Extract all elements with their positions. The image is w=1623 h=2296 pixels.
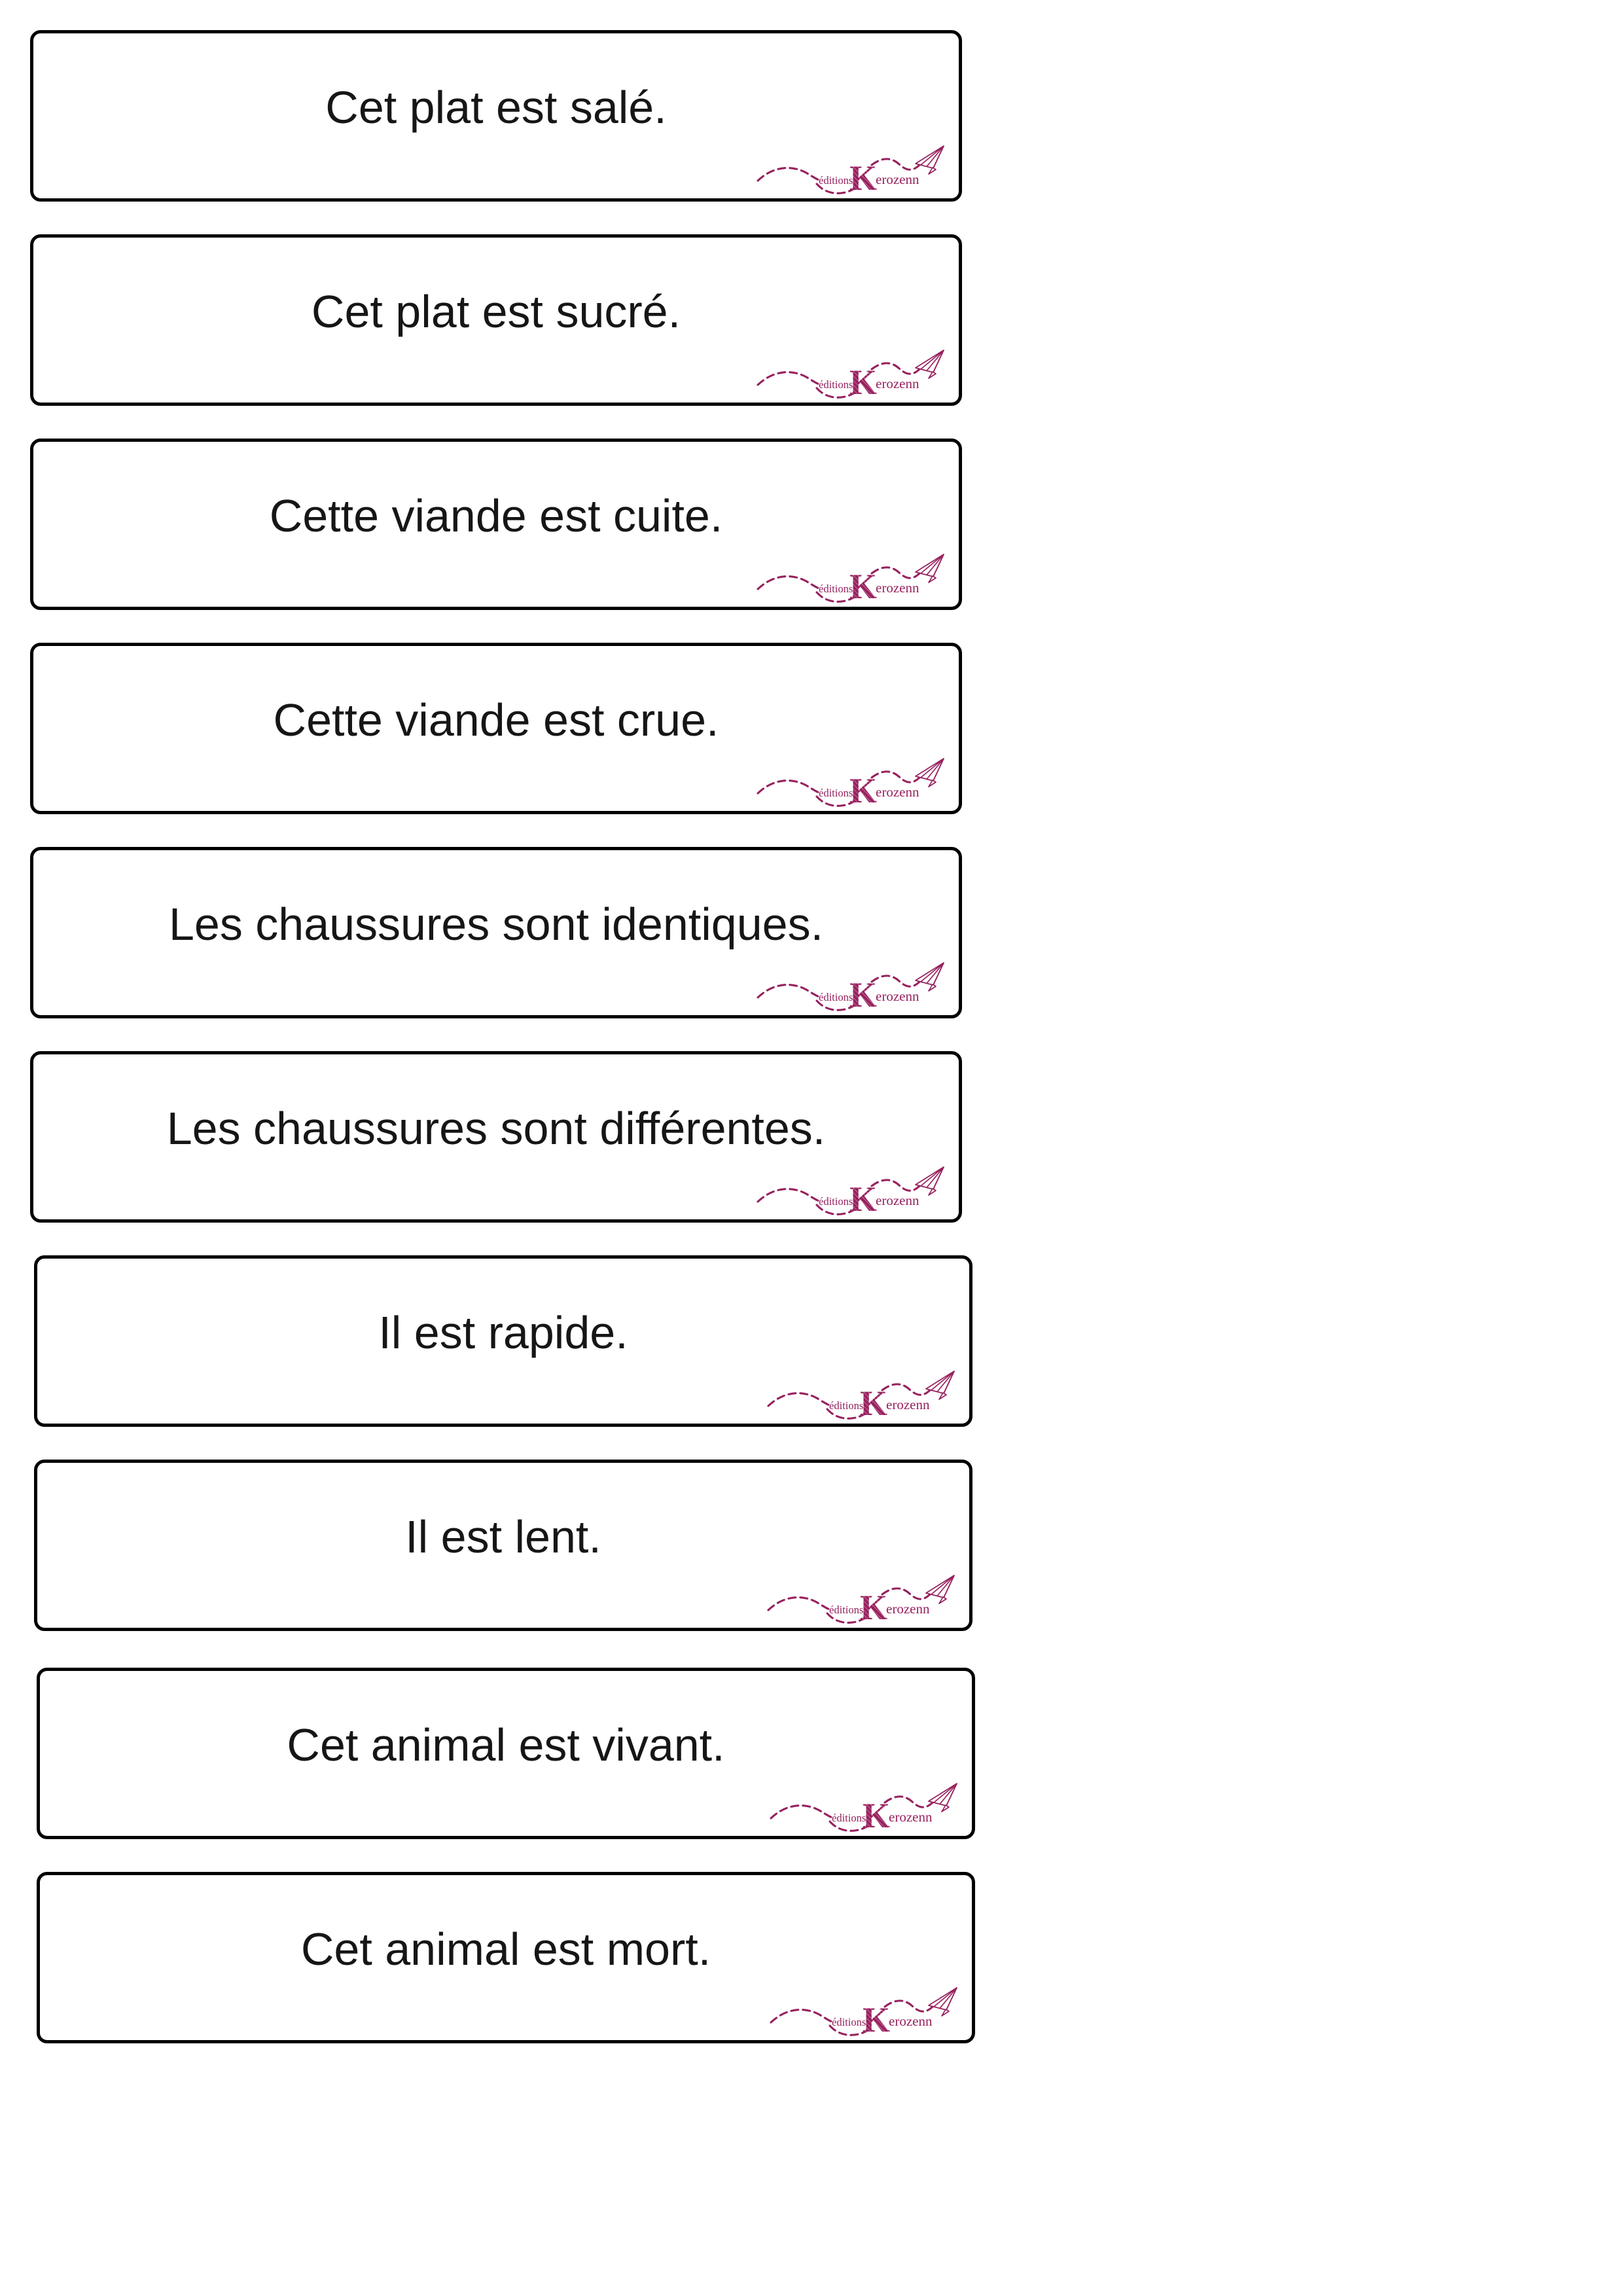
logo-suffix: erozenn [876, 580, 919, 596]
logo-suffix: erozenn [886, 1601, 930, 1617]
editions-kerozenn-logo [755, 143, 946, 196]
editions-kerozenn-logo [755, 960, 946, 1013]
logo-letter-k: K [863, 2000, 891, 2039]
card-sentence: Cet animal est vivant. [287, 1719, 725, 1770]
card-sentence: Cette viande est crue. [273, 694, 719, 745]
flashcard [30, 439, 962, 610]
paper-plane-icon [929, 1784, 957, 1812]
dashed-flightpath-left [758, 985, 821, 997]
dashed-flightpath-left [758, 372, 821, 385]
flashcard [37, 1668, 975, 1839]
editions-kerozenn-logo [765, 1573, 956, 1625]
flashcard [30, 234, 962, 406]
paper-plane-icon [926, 1575, 954, 1604]
logo-suffix: erozenn [876, 784, 919, 800]
card-sentence: Cette viande est cuite. [269, 490, 723, 541]
logo-suffix: erozenn [886, 1397, 930, 1412]
paper-plane-icon [926, 1371, 954, 1399]
editions-kerozenn-logo [765, 1369, 956, 1421]
flashcard [30, 30, 962, 202]
logo-prefix: éditions [832, 1812, 866, 1824]
paper-plane-icon [929, 1988, 957, 2016]
logo-prefix: éditions [819, 378, 853, 391]
paper-plane-icon [916, 1167, 944, 1195]
editions-kerozenn-logo [755, 756, 946, 808]
logo-letter-k: K [849, 975, 878, 1014]
flashcard [34, 1255, 972, 1427]
card-sentence: Les chaussures sont différentes. [166, 1103, 826, 1154]
dashed-flightpath-left [768, 1598, 831, 1610]
dashed-flightpath-left [758, 577, 821, 589]
dashed-flightpath-left [768, 1393, 831, 1406]
logo-prefix: éditions [819, 991, 853, 1003]
logo-letter-k: K [849, 158, 878, 198]
paper-plane-icon [916, 759, 944, 787]
card-sentence: Les chaussures sont identiques. [168, 899, 824, 950]
flashcard [30, 1051, 962, 1223]
paper-plane-icon [916, 963, 944, 991]
flashcard [30, 847, 962, 1018]
logo-prefix: éditions [829, 1604, 864, 1616]
logo-letter-k: K [860, 1588, 888, 1627]
logo-letter-k: K [863, 1796, 891, 1835]
dashed-flightpath-left [758, 1189, 821, 1202]
logo-suffix: erozenn [876, 171, 919, 187]
logo-prefix: éditions [832, 2016, 866, 2028]
editions-kerozenn-logo [755, 1164, 946, 1217]
paper-plane-icon [916, 554, 944, 583]
flashcard [30, 643, 962, 814]
editions-kerozenn-logo [755, 552, 946, 604]
card-sentence: Cet animal est mort. [300, 1924, 711, 1975]
editions-kerozenn-logo [768, 1985, 959, 2037]
paper-plane-icon [916, 350, 944, 378]
logo-suffix: erozenn [876, 988, 919, 1004]
editions-kerozenn-logo [768, 1781, 959, 1833]
flashcard [37, 1872, 975, 2043]
logo-prefix: éditions [819, 787, 853, 799]
logo-suffix: erozenn [876, 1193, 919, 1208]
logo-prefix: éditions [829, 1399, 864, 1412]
flashcard [34, 1460, 972, 1631]
logo-prefix: éditions [819, 174, 853, 187]
logo-letter-k: K [849, 771, 878, 810]
dashed-flightpath-left [771, 1806, 834, 1818]
logo-suffix: erozenn [876, 376, 919, 391]
card-sentence: Cet plat est sucré. [311, 286, 681, 337]
logo-prefix: éditions [819, 583, 853, 595]
card-sentence: Il est rapide. [378, 1307, 628, 1358]
paper-plane-icon [916, 146, 944, 174]
dashed-flightpath-left [758, 168, 821, 181]
logo-letter-k: K [849, 363, 878, 402]
logo-letter-k: K [849, 567, 878, 606]
logo-suffix: erozenn [889, 1809, 933, 1825]
editions-kerozenn-logo [755, 348, 946, 400]
dashed-flightpath-left [758, 781, 821, 793]
dashed-flightpath-left [771, 2010, 834, 2022]
logo-suffix: erozenn [889, 2013, 933, 2029]
card-sentence: Il est lent. [405, 1511, 601, 1562]
logo-letter-k: K [849, 1179, 878, 1219]
logo-letter-k: K [860, 1384, 888, 1423]
logo-prefix: éditions [819, 1195, 853, 1208]
card-sentence: Cet plat est salé. [325, 82, 667, 133]
